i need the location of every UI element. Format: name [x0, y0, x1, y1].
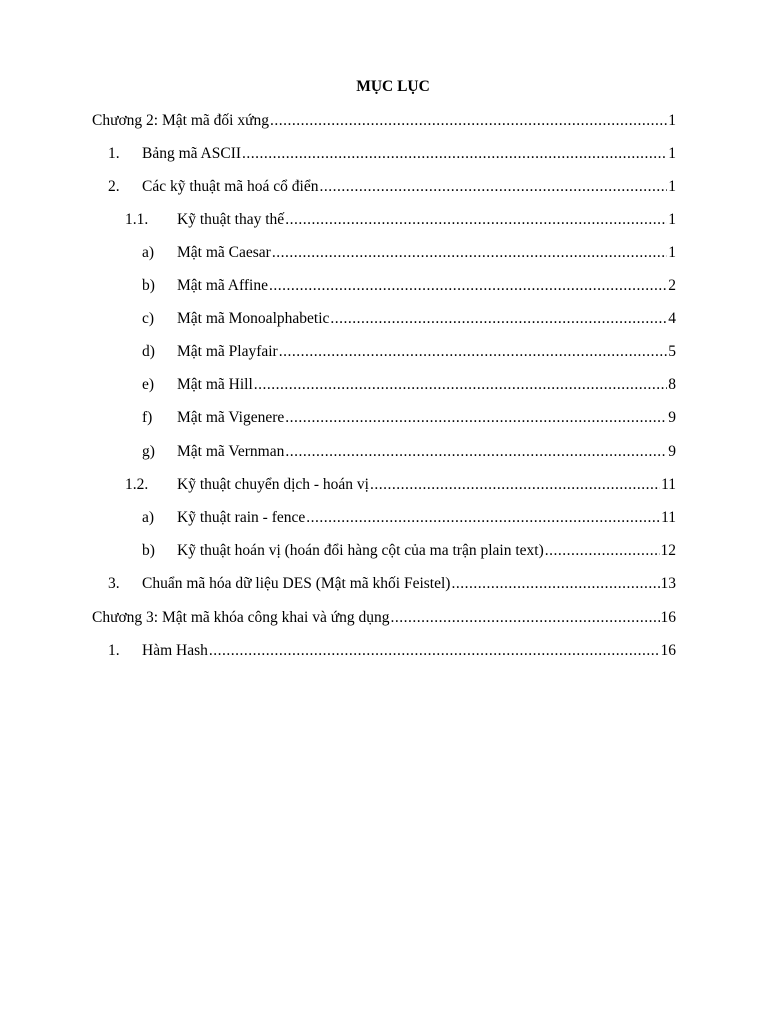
toc-entry-text: Chương 2: Mật mã đối xứng [92, 112, 269, 129]
dot-leader [370, 476, 660, 494]
toc-entry[interactable] [0, 642, 768, 664]
toc-entry-number: a) [142, 509, 155, 526]
toc-page-number: 12 [660, 542, 676, 559]
toc-entry-line [92, 112, 676, 130]
toc-page-number: 1 [668, 112, 676, 129]
dot-leader [285, 211, 667, 229]
toc-entry-line [177, 509, 676, 527]
dot-leader [391, 609, 660, 627]
toc-page-number: 9 [668, 409, 676, 426]
toc-entry-number: b) [142, 542, 155, 559]
toc-entry-text: Mật mã Monoalphabetic [177, 310, 330, 327]
toc-entry[interactable] [0, 178, 768, 200]
toc-entry-line [177, 476, 676, 494]
dot-leader [242, 145, 667, 163]
toc-entry-text: Mật mã Caesar [177, 244, 271, 261]
toc-page-number: 13 [660, 575, 676, 592]
toc-entry[interactable] [0, 575, 768, 597]
toc-entry-number: 1. [108, 145, 120, 162]
toc-entry-number: 2. [108, 178, 120, 195]
toc-entry-text: Kỹ thuật thay thế [177, 211, 285, 228]
toc-entry-text: Kỹ thuật hoán vị (hoán đổi hàng cột của ma trận plain text) [177, 542, 544, 559]
toc-page-number: 1 [668, 211, 676, 228]
toc-entry-line [142, 178, 676, 196]
toc-entry-number: 1.2. [125, 476, 149, 493]
dot-leader [209, 642, 660, 660]
dot-leader [270, 112, 667, 130]
toc-entry-number: 3. [108, 575, 120, 592]
toc-page-number: 4 [668, 310, 676, 327]
toc-page-number: 11 [661, 509, 676, 526]
toc-page-number: 5 [668, 343, 676, 360]
toc-entry-line [177, 443, 676, 461]
dot-leader [285, 409, 667, 427]
toc-entry-line [92, 609, 676, 627]
toc-entry-number: b) [142, 277, 155, 294]
toc-entry-number: f) [142, 409, 153, 426]
toc-page-number: 8 [668, 376, 676, 393]
dot-leader [451, 575, 659, 593]
toc-entry[interactable] [0, 277, 768, 299]
toc-page-number: 1 [668, 178, 676, 195]
toc-entry[interactable] [0, 343, 768, 365]
toc-entry-number: e) [142, 376, 155, 393]
dot-leader [254, 376, 667, 394]
toc-entry-number: d) [142, 343, 155, 360]
toc-entry-text: Bảng mã ASCII [142, 145, 242, 162]
toc-entry-number: c) [142, 310, 155, 327]
toc-entry-line [177, 211, 676, 229]
toc-title: MỤC LỤC [356, 78, 430, 95]
dot-leader [306, 509, 660, 527]
toc-entry-text: Mật mã Vernman [177, 443, 285, 460]
toc-entry[interactable] [0, 376, 768, 398]
toc-entry-line [177, 244, 676, 262]
toc-entry-text: Mật mã Hill [177, 376, 253, 393]
toc-entry-number: 1. [108, 642, 120, 659]
toc-entry[interactable] [0, 509, 768, 531]
toc-entry-text: Các kỹ thuật mã hoá cổ điển [142, 178, 319, 195]
toc-entry-text: Kỹ thuật chuyển dịch - hoán vị [177, 476, 369, 493]
toc-entry-text: Hàm Hash [142, 642, 208, 659]
toc-entry-chapter[interactable] [0, 609, 768, 631]
toc-entry-line [142, 145, 676, 163]
toc-entry-text: Chuẩn mã hóa dữ liệu DES (Mật mã khối Feistel) [142, 575, 451, 592]
toc-entry[interactable] [0, 476, 768, 498]
dot-leader [269, 277, 667, 295]
toc-entry[interactable] [0, 145, 768, 167]
dot-leader [545, 542, 660, 560]
toc-entry-text: Kỹ thuật rain - fence [177, 509, 306, 526]
dot-leader [279, 343, 668, 361]
dot-leader [319, 178, 667, 196]
toc-entry-line [142, 642, 676, 660]
toc-entry-line [177, 343, 676, 361]
toc-entry[interactable] [0, 409, 768, 431]
toc-page-number: 16 [660, 609, 676, 626]
toc-entry-line [177, 376, 676, 394]
toc-entry-number: a) [142, 244, 155, 261]
toc-page-number: 1 [668, 145, 676, 162]
toc-entry-text: Mật mã Affine [177, 277, 268, 294]
toc-entry-line [177, 409, 676, 427]
toc-entry[interactable] [0, 310, 768, 332]
toc-entry[interactable] [0, 443, 768, 465]
toc-entry[interactable] [0, 211, 768, 233]
toc-entry-chapter[interactable] [0, 112, 768, 134]
toc-entry-number: 1.1. [125, 211, 149, 228]
toc-page-number: 2 [668, 277, 676, 294]
toc-entry-line [177, 542, 676, 560]
toc-entry-number: g) [142, 443, 155, 460]
toc-page-number: 16 [660, 642, 676, 659]
toc-page-number: 11 [661, 476, 676, 493]
toc-entry[interactable] [0, 244, 768, 266]
dot-leader [330, 310, 667, 328]
toc-entry-line [177, 310, 676, 328]
toc-entry-text: Mật mã Vigenere [177, 409, 285, 426]
toc-page-number: 9 [668, 443, 676, 460]
toc-entry[interactable] [0, 542, 768, 564]
dot-leader [272, 244, 667, 262]
dot-leader [285, 443, 667, 461]
toc-entry-text: Chương 3: Mật mã khóa công khai và ứng dụng [92, 609, 390, 626]
toc-entry-line [177, 277, 676, 295]
toc-entry-text: Mật mã Playfair [177, 343, 278, 360]
toc-entry-line [142, 575, 676, 593]
toc-page-number: 1 [668, 244, 676, 261]
